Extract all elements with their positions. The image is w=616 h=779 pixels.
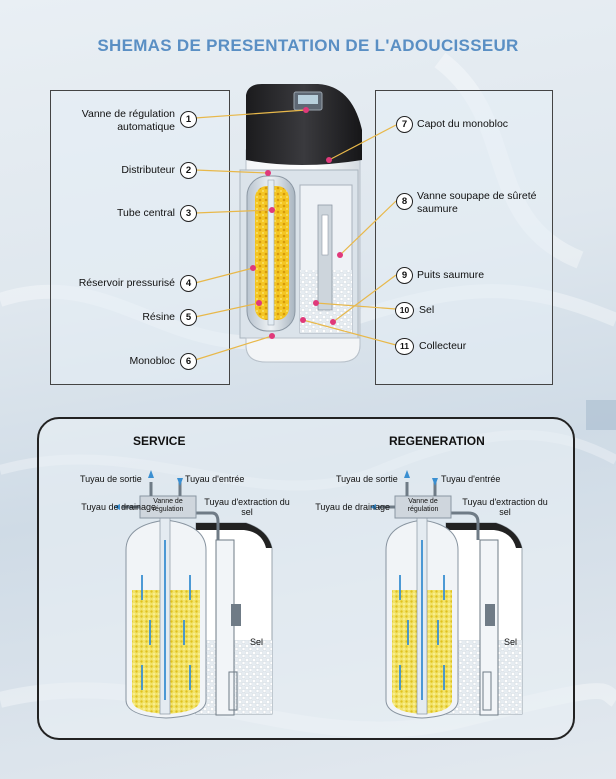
regeneration-salt-label: Sel [504, 637, 518, 647]
regeneration-valve-label: Vanne de régulation [407, 498, 439, 513]
label-monobloc: Monobloc [129, 355, 175, 367]
callout-number-6: 6 [180, 353, 197, 370]
page-title: SHEMAS DE PRESENTATION DE L'ADOUCISSEUR [97, 36, 519, 55]
regeneration-inlet-label: Tuyau d'entrée [441, 474, 501, 484]
label-collector: Collecteur [419, 340, 467, 352]
service-salt-label: Sel [250, 637, 264, 647]
regeneration-salt-extraction-label: Tuyau d'extraction du sel [462, 497, 548, 517]
label-pressure-tank: Réservoir pressurisé [78, 277, 175, 289]
label-brine-valve: Vanne soupape de sûreté saumure [417, 190, 537, 215]
callout-number-1: 1 [180, 111, 197, 128]
label-cabinet-cover: Capot du monobloc [417, 118, 509, 130]
label-salt: Sel [419, 304, 435, 316]
callout-number-9: 9 [396, 267, 413, 284]
callout-number-2: 2 [180, 162, 197, 179]
callout-number-4: 4 [180, 275, 197, 292]
service-inlet-label: Tuyau d'entrée [185, 474, 245, 484]
callout-number-7: 7 [396, 116, 413, 133]
label-resin: Résine [142, 311, 175, 323]
callout-number-8: 8 [396, 193, 413, 210]
label-distributor: Distributeur [121, 164, 175, 176]
regeneration-drain-label: Tuyau de drainage [315, 502, 390, 512]
label-brine-well: Puits saumure [417, 269, 485, 281]
service-salt-extraction-label: Tuyau d'extraction du sel [204, 497, 290, 517]
regeneration-outlet-label: Tuyau de sortie [336, 474, 398, 484]
callout-number-5: 5 [180, 309, 197, 326]
service-title: SERVICE [133, 434, 186, 448]
regeneration-title: REGENERATION [389, 434, 485, 448]
callout-number-3: 3 [180, 205, 197, 222]
label-central-tube: Tube central [117, 207, 175, 219]
service-drain-label: Tuyau de drainage [81, 502, 156, 512]
callout-number-10: 10 [395, 302, 414, 319]
label-valve: Vanne de régulation automatique [81, 108, 175, 133]
service-valve-label: Vanne de régulation [152, 498, 184, 513]
service-outlet-label: Tuyau de sortie [80, 474, 142, 484]
callout-number-11: 11 [395, 338, 414, 355]
